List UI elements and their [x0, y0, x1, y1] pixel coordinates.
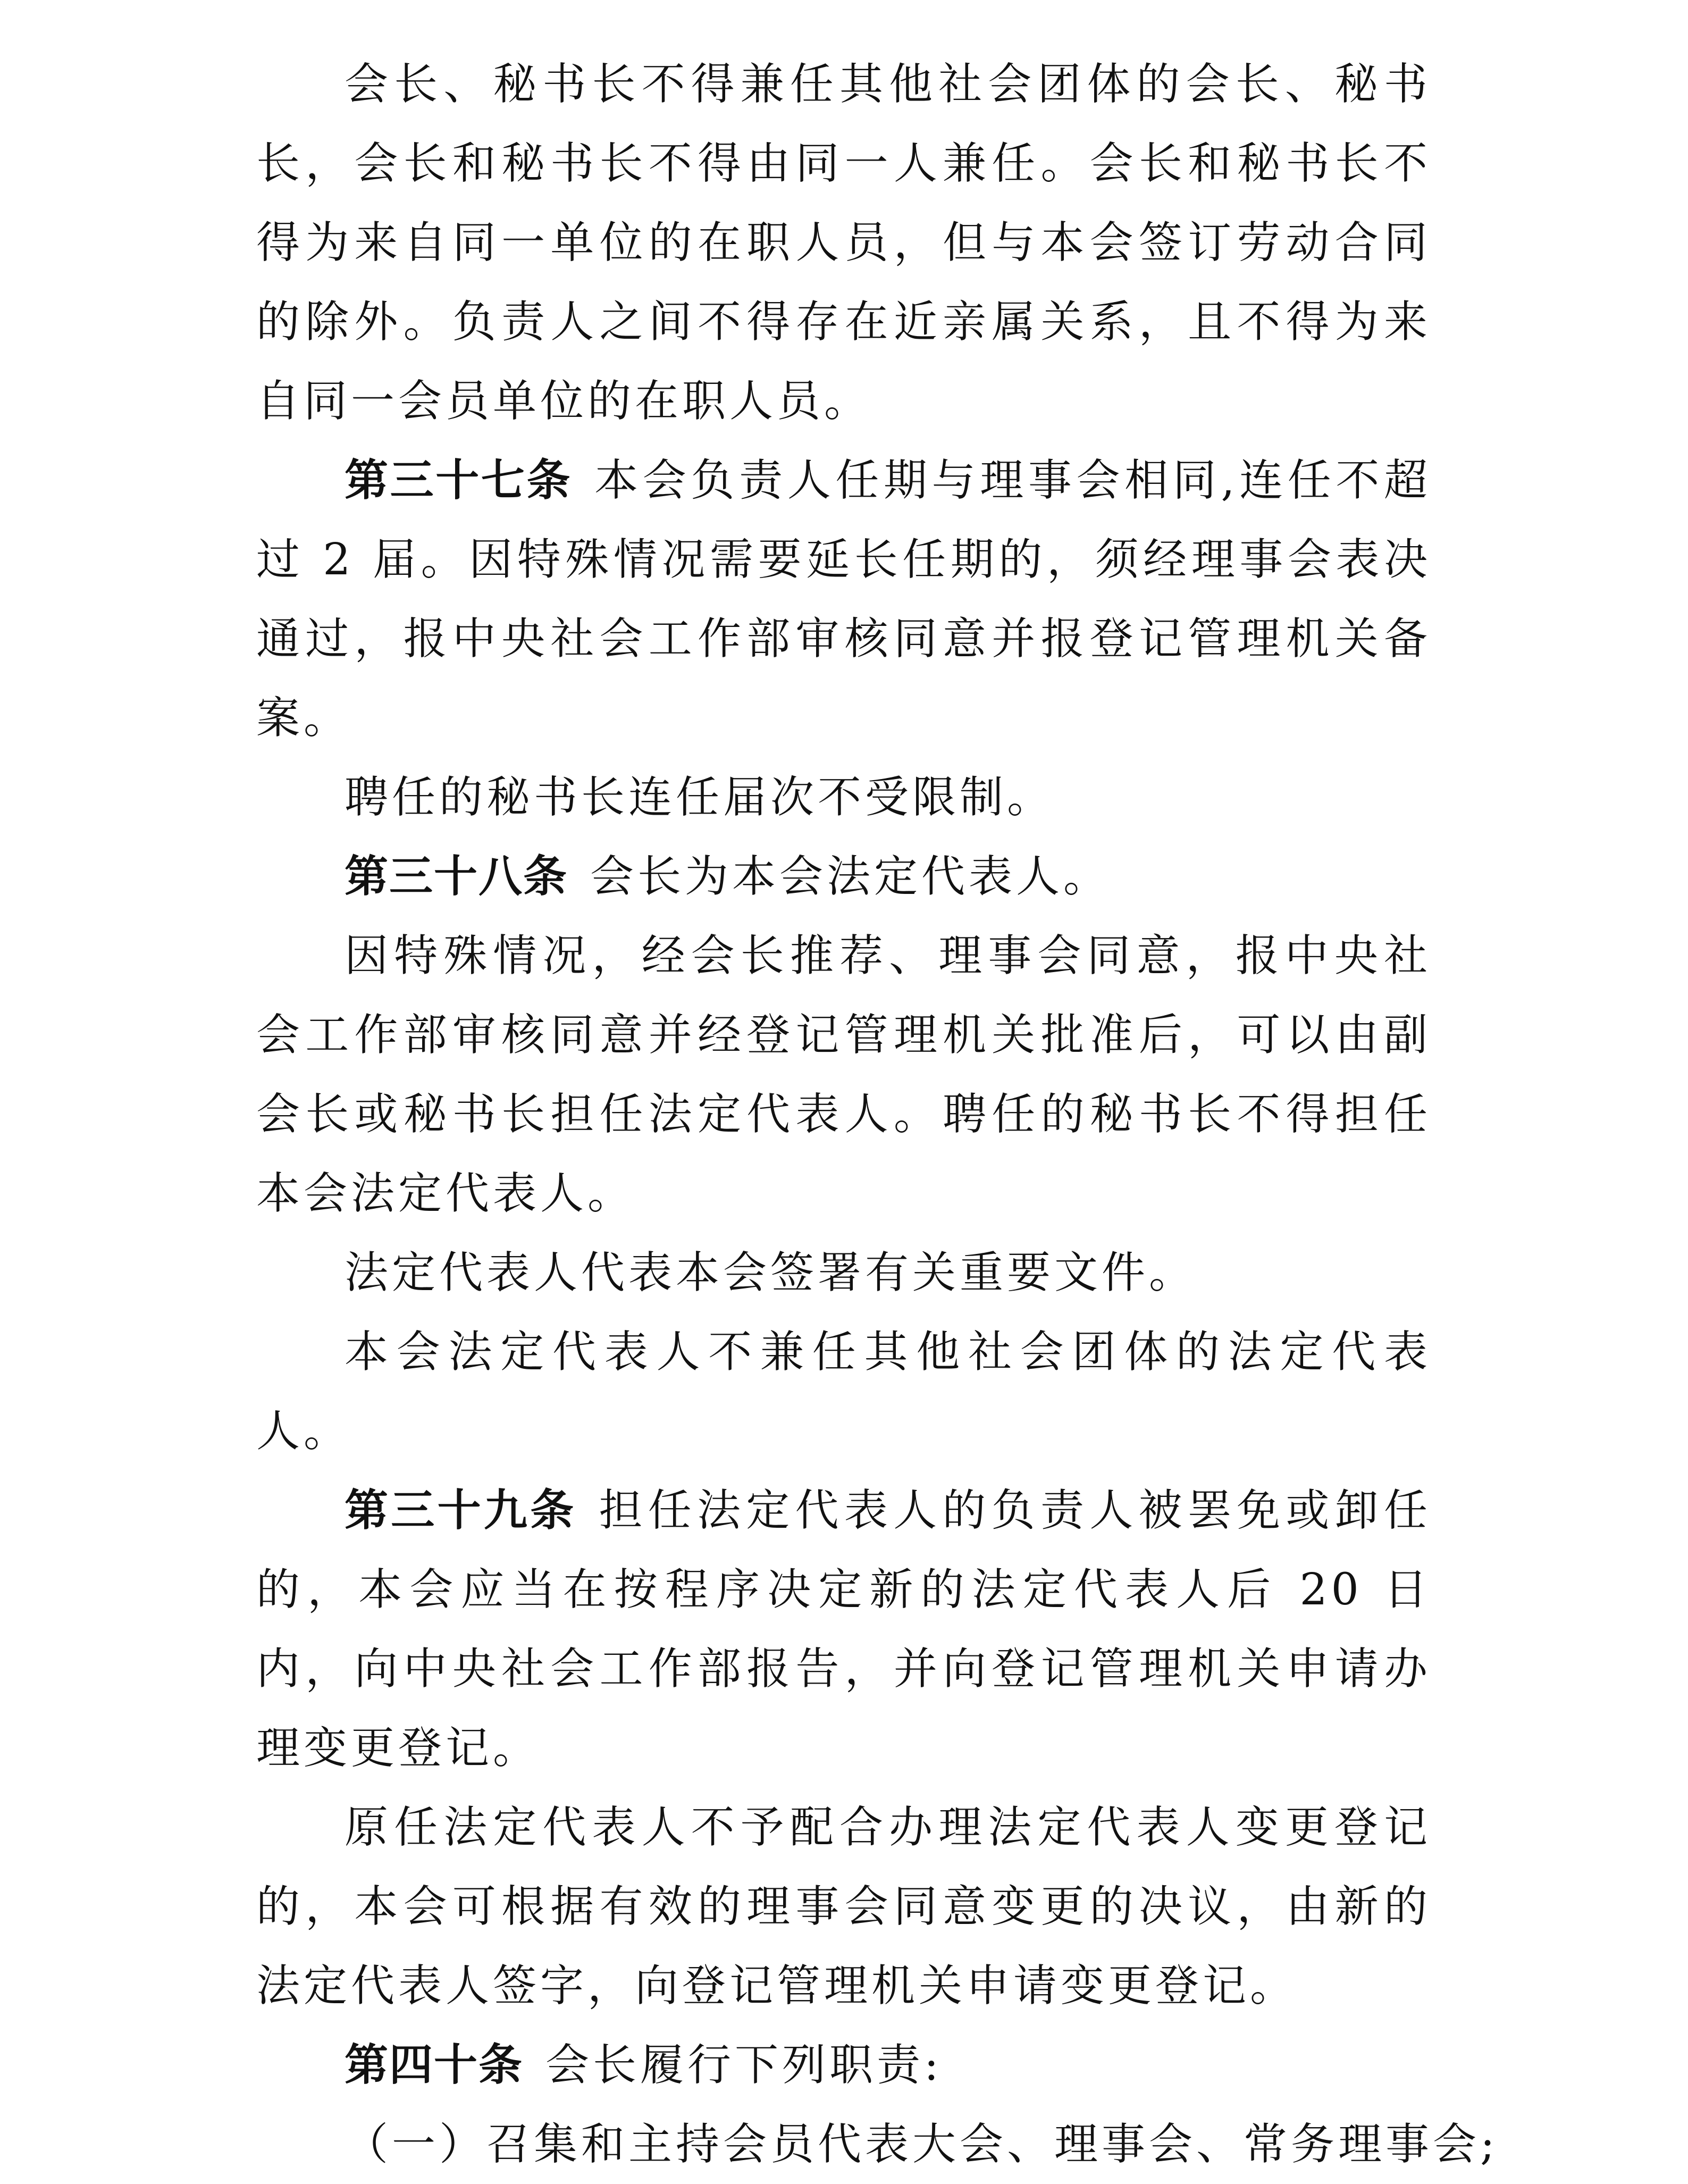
document-body — [256, 45, 1499, 2184]
paragraph-text: 法定代表人代表本会签署有关重要文件。 — [345, 1248, 1197, 1298]
paragraph-text: 本会法定代表人不兼任其他社会团体的法定代表人。 — [256, 1327, 1431, 1457]
paragraph-text: 本会负责人任期与理事会相同,连任不超过 2 届。因特殊情况需要延长任期的，须经理事会表决通过，报中央社会工作部审核同意并报登记管理机关备案。 — [256, 455, 1431, 743]
paragraph-text: 因特殊情况，经会长推荐、理事会同意，报中央社会工作部审核同意并经登记管理机关批准后，可以由副会长或秘书长担任法定代表人。聘任的秘书长不得担任本会法定代表人。 — [256, 931, 1431, 1219]
article-heading: 第四十条 — [345, 2040, 524, 2090]
paragraph-text: 原任法定代表人不予配合办理法定代表人变更登记的，本会可根据有效的理事会同意变更的决议，由新的法定代表人签字，向登记管理机关申请变更登记。 — [256, 1802, 1431, 2011]
article-40 — [256, 2026, 1431, 2105]
article-heading: 第三十九条 — [345, 1485, 577, 1536]
paragraph-text: 会长为本会法定代表人。 — [590, 851, 1111, 902]
paragraph-text: 担任法定代表人的负责人被罢免或卸任的，本会应当在按程序决定新的法定代表人后 20 日内，向中央社会工作部报告，并向登记管理机关申请办理变更登记。 — [256, 1485, 1431, 1773]
article-38 — [256, 837, 1431, 916]
paragraph-text: 会长履行下列职责: — [545, 2040, 943, 2090]
paragraph-special-circumstances — [256, 916, 1431, 1233]
paragraph-text: 聘任的秘书长连任届次不受限制。 — [345, 772, 1055, 823]
article-39 — [256, 1471, 1431, 1788]
paragraph-sign-documents — [256, 1233, 1431, 1312]
article-37 — [256, 441, 1431, 758]
paragraph-no-dual-representative — [256, 1312, 1431, 1471]
paragraph-officer-restrictions — [256, 45, 1431, 441]
list-item — [256, 2105, 1499, 2184]
article-heading: 第三十八条 — [345, 851, 568, 902]
paragraph-change-registration — [256, 1788, 1431, 2026]
paragraph-text: （一）召集和主持会员代表大会、理事会、常务理事会; — [345, 2119, 1499, 2170]
article-heading: 第三十七条 — [345, 455, 573, 506]
paragraph-text: 会长、秘书长不得兼任其他社会团体的会长、秘书长，会长和秘书长不得由同一人兼任。会长和秘书长不得为来自同一单位的在职人员，但与本会签订劳动合同的除外。负责人之间不得存在近亲属关系，且不得为来自同一会员单位的在职人员。 — [256, 59, 1431, 426]
paragraph-secretary-term — [256, 758, 1431, 837]
